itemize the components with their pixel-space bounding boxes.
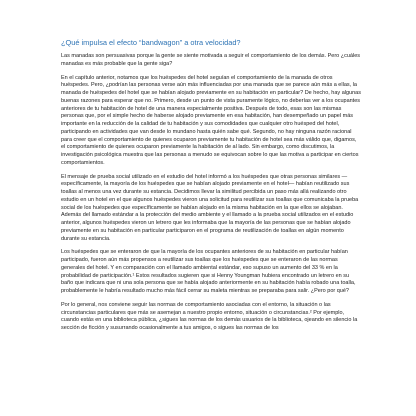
document-page	[61, 38, 361, 333]
paragraph-previous-chapter: En el capítulo anterior, notamos que los huéspedes del hotel seguían el comportamiento de la manada de otros huéspedes. Pero, ¿podrían las personas verse aún más influenciadas por una manada que se parece aún más a ellas, la manada de huéspedes del hotel que se habían alojado previamente en su habitación en particular? De hecho, hay algunas buenas razones para esperar que no. Primero, desde un punto de vista puramente lógico, no deberías ver a los ocupantes anteriores de tu habitación de hotel de una manera especialmente positiva. Después de todo, esas son las mismas personas que, por el simple hecho de haberse alojado previamente en esa habitación, han desempeñado un papel más importante en la reducción de la calidad de tu habitación y sus comodidades que cualquier otro huésped del hotel, participando en actividades que van desde lo mundano hasta quién sabe qué. Segundo, no hay ninguna razón racional para creer que el comportamiento de quienes ocuparon previamente tu habitación de hotel sea más válido que, digamos, el comportamiento de quienes ocuparon previamente la habitación de al lado. Sin embargo, como discutimos, la investigación psicológica muestra que las personas a menudo se equivocan sobre lo que las motiva a participar en ciertos comportamientos.	[61, 74, 361, 166]
paragraph-intro: Las manadas son persuasivas porque la gente se siente motivada a seguir el comportamiento de los demás. Pero ¿cuáles manadas es más probable que la gente siga?	[61, 53, 361, 67]
document-title: ¿Qué impulsa el efecto “bandwagon” a otra velocidad?	[61, 38, 241, 47]
paragraph-social-proof-message: El mensaje de prueba social utilizado en el estudio del hotel informó a los huéspedes que otras personas similares —específicamente, la mayoría de los huéspedes que se habían alojado previamente en el hotel— habían reutilizado sus toallas al menos una vez durante su estancia. Decidimos llevar la similitud percibida un paso más allá realizando otro estudio en un hotel en el que algunos huéspedes vieron una solicitud para reutilizar sus toallas que comunicaba la prueba social de los huéspedes que específicamente se habían alojado en la misma habitación en la que ellos se alojaban. Además del llamado estándar a la protección del medio ambiente y el llamado a la prueba social utilizados en el estudio anterior, algunos huéspedes vieron un letrero que les informaba que la mayoría de las personas que se habían alojado previamente en su habitación en particular participaron en el programa de reutilización de toallas en algún momento durante su estancia.	[61, 173, 359, 242]
paragraph-norms: Por lo general, nos conviene seguir las normas de comportamiento asociadas con el entorno, la situación o las circunstancias particulares que más se asemejan a nuestro propio entorno, situación o circunstancias.² Por ejemplo, cuando estás en una biblioteca pública, ¿sigues las normas de los demás usuarios de la biblioteca, ojeando en silencio la sección de ficción y susurrando ocasionalmente a tus amigos, o sigues las normas de los	[61, 301, 358, 331]
paragraph-results: Los huéspedes que se enteraron de que la mayoría de los ocupantes anteriores de su habitación en particular habían participado, fueron aún más propensos a reutilizar sus toallas que los huéspedes que se enteraron de las normas generales del hotel. Y en comparación con el llamado ambiental estándar, eso supuso un aumento del 33 % en la probabilidad de participación.¹ Estos resultados sugieren que si Henny Youngman hubiera encontrado un letrero en su baño que indicara que ni una sola persona que se había alojado anteriormente en su habitación había robado una toalla, probablemente le habría resultado mucho más fácil cerrar su maleta mientras se preparaba para salir. ¿Pero por qué?	[61, 249, 356, 294]
